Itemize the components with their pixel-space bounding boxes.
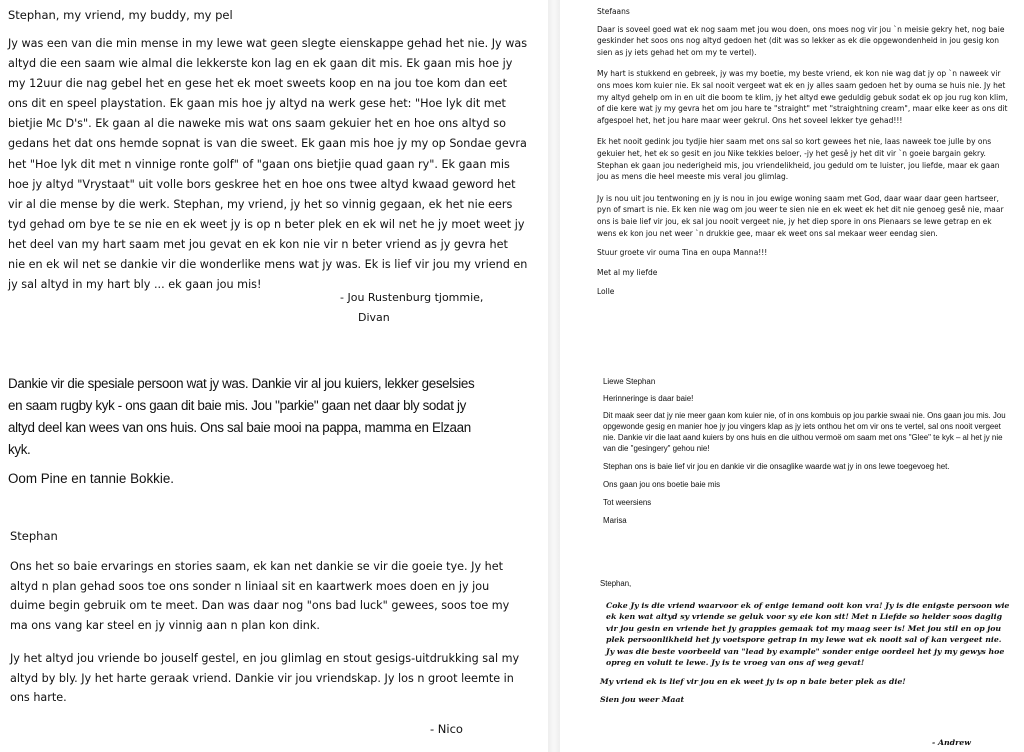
right-page (560, 0, 1024, 752)
divan-sign-line: - Jou Rustenburg tjommie, (340, 291, 484, 304)
nico-signature: - Nico (430, 722, 463, 736)
nico-paragraph-1: Ons het so baie ervarings en stories saam, ek kan net dankie se vir die goeie tye. Jy het altyd n plan gehad soos toe ons sonder n liniaal sit en kaartwerk moes doen en jy jou duime begin gebruik om te meet. Dan was daar nog "ons bad luck" gewees, soos toe my ma ons vang kar steel en jy vinnig aan n plan kon dink. (10, 560, 510, 632)
marisa-paragraph-4: Ons gaan jou ons boetie baie mis (603, 480, 721, 489)
page-gutter (548, 0, 560, 752)
divan-sign-name: Divan (358, 311, 390, 324)
marisa-signature: Marisa (603, 516, 627, 525)
andrew-salutation: Stephan, (600, 579, 632, 588)
andrew-letter (600, 578, 1010, 706)
marisa-salutation: Liewe Stephan (603, 377, 656, 386)
nico-letter (10, 529, 522, 708)
stefaans-signature: Lolle (597, 287, 615, 297)
pine-signature: Oom Pine en tannie Bokkie. (8, 471, 174, 486)
andrew-paragraph-1: Coke Jy is die vriend waarvoor ek of enige iemand ooit kon vra! Jy is die enigste persoon wie ek ken wat altyd sy vriende se geluk voor sy eie kon sit! Met n Liefde so helder soos daglig vir jou gesin en vriende het jy grappies gemaak tot my maag seer is! Met jou stil en op jou plek persoonlikheid het jy voetspore getrap in my lewe wat ek nooit sal of kan vergeet nie. Jy was die beste voorbeeld van "lead by example" sonder enige oordeel het jy my gewys hoe opreg en voluit te lewe. Jy is te vroeg van ons af weg gevat! (606, 600, 1010, 667)
andrew-paragraph-3: Sien jou weer Maat (600, 695, 685, 704)
marisa-letter (603, 376, 1013, 526)
pine-letter (8, 373, 478, 486)
andrew-paragraph-2: My vriend ek is lief vir jou en ek weet jy is op n baie beter plek as die! (600, 676, 906, 686)
marisa-paragraph-1: Herinneringe is daar baie! (603, 394, 694, 403)
stefaans-paragraph-4: Jy is nou uit jou tentwoning en jy is nou in jou ewige woning saam met God, daar waar daar geen hartseer, pyn of smart is nie. Ek ken nie wag om jou weer te sien nie en ek weet ek het dit nie genoeg gesê nie, maar ons is baie lief vir jou, ek sal jou nooit vergeet nie, jy het diep spore in ons Pienaars se lewe getrap en ek wens ek kon jou net weer `n drukkie gee, maar ek weet ons sal mekaar weer eendag sien. (597, 193, 1004, 238)
divan-body: Jy was een van die min mense in my lewe wat geen slegte eienskappe gehad het nie. Jy was altyd die een saam wie almal die lekkerste kon lag en ek gaan dit mis. Ek gaan mis hoe jy my 12uur die nag gebel het en gese het ek moet sweets koop en na jou toe kom dan eet ons dit en speel playstation. Ek gaan mis hoe jy altyd na werk gese het: "Hoe lyk dit met bietjie Mc D's". Ek gaan al die naweke mis wat ons saam gekuier het en hoe ons altyd so gedans het dat ons hemde sopnat is van die sweet. Ek gaan mis hoe jy my op Sondae gevra het "Hoe lyk dit met n vinnige ronte golf" of "gaan ons bietjie quad gaan ry". Ek gaan mis hoe jy altyd "Vrystaat" uit volle bors geskree het en hoe ons twee altyd kwaad geword het vir al die mense by die werk. Stephan, my vriend, jy het so vinnig gegaan, ek het nie eers tyd gehad om bye te se nie en ek weet jy is op n beter plek en ek wil net he jy moet weet jy het deel van my hart saam met jou gevat en ek kon nie vir n beter vriend as jy gevra het nie en ek wil net se dankie vir die wonderlike mens wat jy was. Ek is lief vir jou my vriend en jy sal altyd in my hart bly ... ek gaan jou mis! (8, 37, 528, 292)
divan-letter (8, 8, 528, 295)
nico-paragraph-2: Jy het altyd jou vriende bo jouself gestel, en jou glimlag en stout gesigs-uitdrukking sal my altyd by bly. Jy het harte geraak vriend. Dankie vir jou vriendskap. Jy los n groot leemte in ons harte. (10, 652, 520, 704)
stefaans-paragraph-3: Ek het nooit gedink jou tydjie hier saam met ons sal so kort gewees het nie, laas naweek toe julle by ons gekuier het, het ek so gesit en jou Nike tekkies beloer, -jy het gesê jy het dit vir `n goeie bargain gekry. Stephan ek gaan jou nederigheid mis, jou vriendelikheid, jou geduld om te luister, jou liefde, maar ek gaan jou as mens die heel meeste mis veral jou glimlag. (597, 137, 1000, 182)
stefaans-paragraph-2: My hart is stukkend en gebreek, jy was my boetie, my beste vriend, ek kon nie wag dat jy op `n naweek vir ons moes kom kuier nie. Ek sal nooit vergeet wat ek en jy alles saam gedoen het by ouma se huis nie. Jy het my altyd gehelp om in en uit die boom te klim, jy het altyd ewe geduldig gebuk sodat ek op jou rug kon klim, of die kere wat jy my gevra het om jou hare te "straight" met "straightning cream", maar elke keer as ons dit afgespoel het, het jou hare maar weer gekrul. Ons het soveel lekker tye gehad!!! (597, 69, 1008, 125)
marisa-paragraph-2: Dit maak seer dat jy nie meer gaan kom kuier nie, of in ons kombuis op jou parkie swaai nie. Ons gaan jou mis. Jou opgewonde gesig en manier hoe jy jou vingers klap as jy iets onthou het om vir ons te vertel, sal ons nooit vergeet nie. Dankie vir die laat aand kuiers by ons huis en die uithou vermoë om saam met ons "Glee" te kyk – al het jy nie van die "gesingery" gehou nie! (603, 411, 1006, 453)
stefaans-greeting: Stuur groete vir ouma Tina en oupa Manna!!! (597, 248, 768, 258)
marisa-paragraph-3: Stephan ons is baie lief vir jou en dankie vir die onsaglike waarde wat jy in ons lewe toegevoeg het. (603, 462, 950, 471)
stefaans-letter (597, 6, 1012, 298)
divan-signature (340, 288, 483, 328)
stefaans-paragraph-1: Daar is soveel goed wat ek nog saam met jou wou doen, ons moes nog vir jou `n meisie gekry het, nog baie geskinder het soos ons nog altyd gedoen het (dit was so lekker as ek die opgewondenheid in jou gesig kon sien as jy iets gehad het om my te vertel). (597, 24, 1005, 57)
andrew-signature: - Andrew (932, 738, 971, 747)
divan-heading: Stephan, my vriend, my buddy, my pel (8, 8, 233, 22)
pine-body: Dankie vir die spesiale persoon wat jy was. Dankie vir al jou kuiers, lekker geselsies en saam rugby kyk - ons gaan dit baie mis. Jou "parkie" gaan net daar bly sodat jy altyd deel kan wees van ons huis. Ons sal baie mooi na pappa, mamma en Elzaan kyk. (8, 376, 475, 457)
stefaans-closing: Met al my liefde (597, 267, 658, 277)
stefaans-heading: Stefaans (597, 7, 630, 16)
nico-heading: Stephan (10, 529, 58, 543)
marisa-closing: Tot weersiens (603, 498, 652, 507)
